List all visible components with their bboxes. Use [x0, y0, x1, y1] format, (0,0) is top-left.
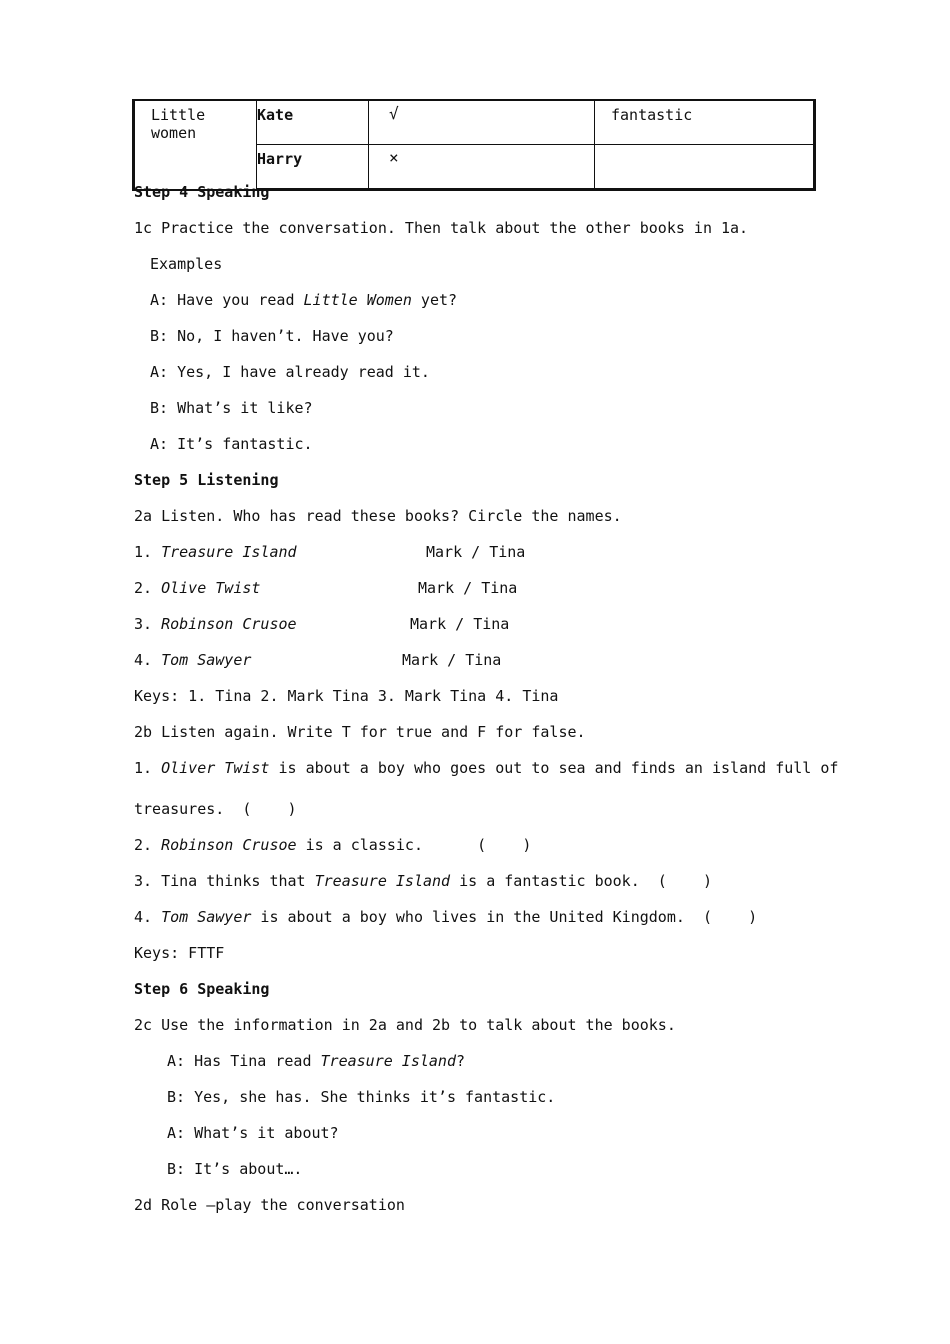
- dialog-line: A: What’s it about?: [167, 1124, 339, 1142]
- book-title: Oliver Twist: [161, 759, 270, 777]
- student-name: Harry: [257, 145, 369, 190]
- instruction-2a: 2a Listen. Who has read these books? Circle the names.: [134, 507, 622, 525]
- book-title: Robinson Crusoe: [161, 836, 297, 854]
- book-title: Little Women: [303, 291, 412, 309]
- dialog-line: B: Yes, she has. She thinks it’s fantastic.: [167, 1088, 556, 1106]
- instruction-2d: 2d Role –play the conversation: [134, 1196, 405, 1214]
- book-title: Robinson Crusoe: [161, 615, 297, 633]
- dialog-line: A: Yes, I have already read it.: [150, 363, 430, 381]
- examples-label: Examples: [150, 255, 223, 273]
- reading-table: [132, 99, 816, 191]
- book-title: Treasure Island: [320, 1052, 456, 1070]
- book-item: 3. Robinson Crusoe: [134, 615, 297, 633]
- dialog-line: A: Have you read Little Women yet?: [150, 291, 458, 309]
- opinion-cell: [595, 145, 815, 190]
- book-title: Tom Sawyer: [161, 651, 252, 669]
- step6-heading: Step 6 Speaking: [134, 980, 270, 998]
- dialog-line: B: What’s it like?: [150, 399, 313, 417]
- step5-heading: Step 5 Listening: [134, 471, 279, 489]
- book-title: Treasure Island: [161, 543, 297, 561]
- name-choice: Mark / Tina: [426, 543, 526, 561]
- statement-2: 2. Robinson Crusoe is a classic. ( ): [134, 836, 532, 854]
- instruction-1c: 1c Practice the conversation. Then talk about the other books in 1a.: [134, 219, 749, 237]
- check-mark: √: [369, 100, 595, 145]
- statement-1: 1. Oliver Twist is about a boy who goes out to sea and finds an island full of: [134, 759, 839, 777]
- dialog-line: A: It’s fantastic.: [150, 435, 313, 453]
- book-cell: Little women: [134, 100, 257, 190]
- instruction-2b: 2b Listen again. Write T for true and F for false.: [134, 723, 586, 741]
- dialog-line: B: It’s about….: [167, 1160, 303, 1178]
- book-item: 2. Olive Twist: [134, 579, 261, 597]
- statement-1-cont: treasures. ( ): [134, 800, 297, 818]
- instruction-2c: 2c Use the information in 2a and 2b to talk about the books.: [134, 1016, 676, 1034]
- statement-3: 3. Tina thinks that Treasure Island is a fantastic book. ( ): [134, 872, 712, 890]
- book-title: Treasure Island: [314, 872, 451, 890]
- student-name: Kate: [257, 100, 369, 145]
- statement-4: 4. Tom Sawyer is about a boy who lives in the United Kingdom. ( ): [134, 908, 758, 926]
- name-choice: Mark / Tina: [402, 651, 502, 669]
- book-title: Tom Sawyer: [161, 908, 252, 926]
- book-item: 4. Tom Sawyer: [134, 651, 252, 669]
- opinion-cell: fantastic: [595, 100, 815, 145]
- book-title: Olive Twist: [161, 579, 261, 597]
- table-row: [134, 100, 815, 145]
- keys-2b: Keys: FTTF: [134, 944, 225, 962]
- keys-2a: Keys: 1. Tina 2. Mark Tina 3. Mark Tina 4. Tina: [134, 687, 559, 705]
- cross-mark: ×: [369, 145, 595, 190]
- dialog-line: B: No, I haven’t. Have you?: [150, 327, 394, 345]
- name-choice: Mark / Tina: [410, 615, 510, 633]
- step4-heading: Step 4 Speaking: [134, 183, 270, 201]
- book-item: 1. Treasure Island: [134, 543, 297, 561]
- name-choice: Mark / Tina: [418, 579, 518, 597]
- dialog-line: A: Has Tina read Treasure Island?: [167, 1052, 466, 1070]
